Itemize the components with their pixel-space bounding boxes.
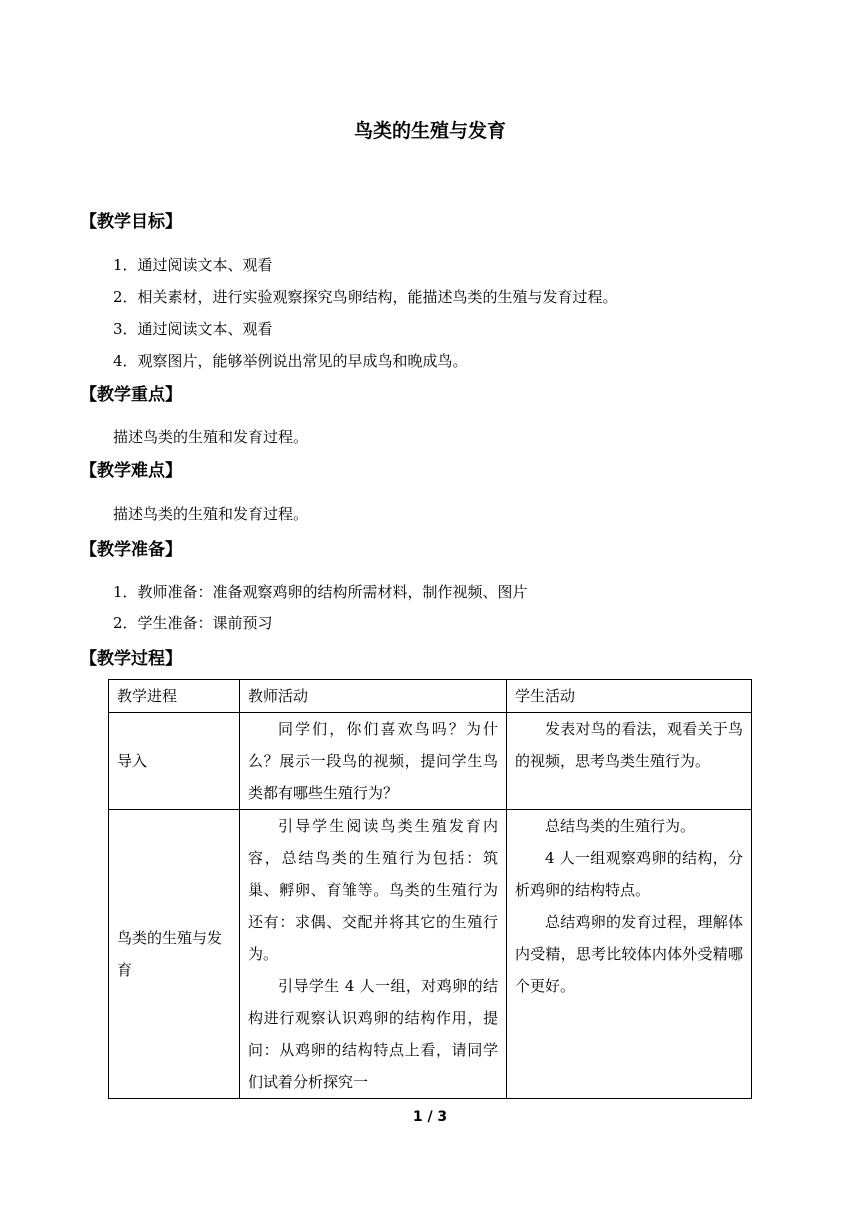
page-number: 1 / 3: [412, 1109, 448, 1125]
student-cell: [507, 810, 752, 1099]
preparation-item: 2．学生准备：课前预习: [113, 614, 273, 632]
goal-item: 1．通过阅读文本、观看: [113, 256, 273, 274]
header-stage: 教学进程: [109, 680, 240, 713]
header-student: 学生活动: [507, 680, 752, 713]
teacher-cell: [240, 810, 507, 1099]
table-header-row: [109, 680, 752, 713]
table-row: [109, 713, 752, 810]
teacher-paragraph: 引导学生 4 人一组，对鸡卵的结构进行观察认识鸡卵的结构作用，提问：从鸡卵的结构特点上看，请同学们试着分析探究一: [248, 977, 498, 1091]
teacher-cell: [240, 713, 507, 810]
goal-item: 4．观察图片，能够举例说出常见的早成鸟和晚成鸟。: [113, 352, 468, 370]
key-points-heading: 【教学重点】: [80, 385, 182, 405]
preparation-heading: 【教学准备】: [80, 540, 182, 560]
preparation-item: 1．教师准备：准备观察鸡卵的结构所需材料，制作视频、图片: [113, 583, 528, 601]
process-table: [108, 679, 752, 1099]
document-title: 鸟类的生殖与发育: [353, 120, 506, 142]
teacher-paragraph: 引导学生阅读鸟类生殖发育内容，总结鸟类的生殖行为包括：筑巢、孵卵、育雏等。鸟类的生殖行为还有：求偶、交配并将其它的生殖行为。: [248, 817, 498, 963]
teacher-paragraph: 同学们，你们喜欢鸟吗？为什么？展示一段鸟的视频，提问学生鸟类都有哪些生殖行为？: [248, 720, 498, 802]
table-row: [109, 810, 752, 1099]
student-paragraph: 发表对鸟的看法，观看关于鸟的视频，思考鸟类生殖行为。: [515, 720, 743, 770]
student-paragraph: 总结鸟类的生殖行为。: [545, 817, 696, 835]
goal-item: 3．通过阅读文本、观看: [113, 320, 273, 338]
stage-cell: 导入: [109, 713, 240, 810]
student-paragraph: 总结鸡卵的发育过程，理解体内受精，思考比较体内体外受精哪个更好。: [515, 913, 743, 995]
difficulties-heading: 【教学难点】: [80, 461, 182, 481]
student-cell: [507, 713, 752, 810]
difficulties-text: 描述鸟类的生殖和发育过程。: [113, 505, 309, 523]
goal-item: 2．相关素材，进行实验观察探究鸟卵结构，能描述鸟类的生殖与发育过程。: [113, 288, 618, 306]
header-teacher: 教师活动: [240, 680, 507, 713]
student-paragraph: 4 人一组观察鸡卵的结构，分析鸡卵的结构特点。: [515, 849, 743, 899]
goals-heading: 【教学目标】: [80, 212, 182, 232]
process-heading: 【教学过程】: [80, 649, 182, 669]
stage-cell: 鸟类的生殖与发育: [109, 810, 240, 1099]
key-points-text: 描述鸟类的生殖和发育过程。: [113, 428, 309, 446]
